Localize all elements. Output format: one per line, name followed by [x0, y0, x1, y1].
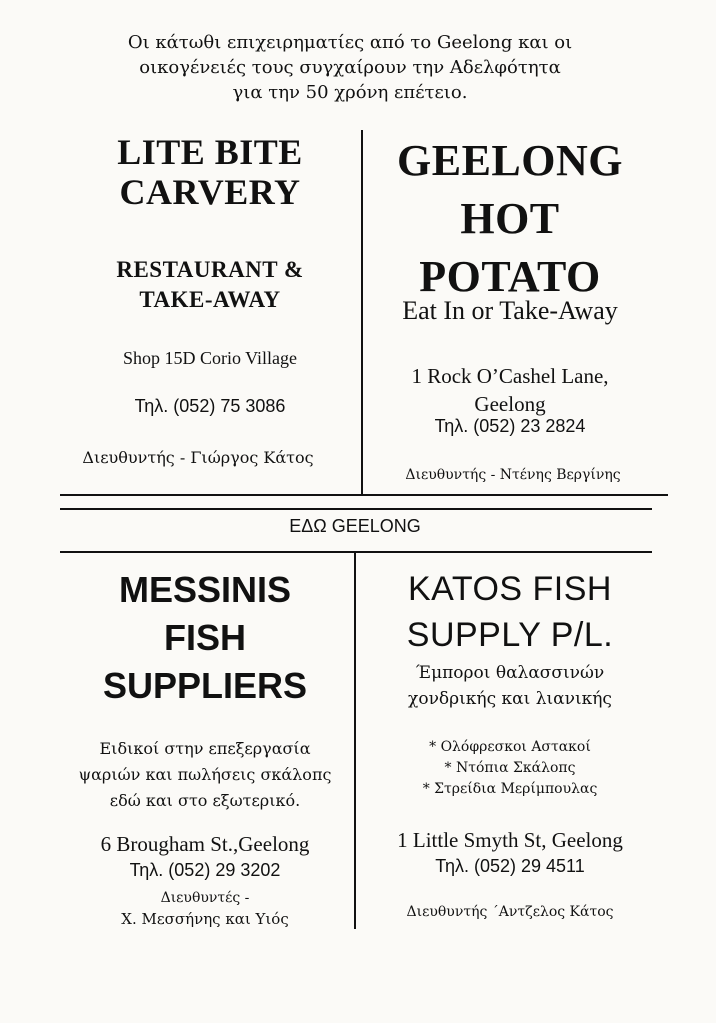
lite-bite-type-line-2: TAKE-AWAY — [139, 287, 281, 312]
messinis-name — [60, 566, 350, 710]
katos-desc-line-2: χονδρικής και λιανικής — [408, 689, 612, 709]
geelong-divider-label: ΕΔΩ GEELONG — [289, 516, 421, 536]
messinis-phone: Τηλ. (052) 29 3202 — [129, 860, 281, 880]
label-lower-rule — [60, 551, 652, 553]
lite-bite-phone: Τηλ. (052) 75 3086 — [134, 396, 286, 416]
lite-bite-name-line-2: CARVERY — [119, 172, 301, 212]
messinis-desc-line-1: Ειδικοί στην επεξεργασία — [99, 739, 311, 758]
lite-bite-director: Διευθυντής - Γιώργος Κάτος — [82, 448, 314, 467]
hot-potato-name — [365, 132, 655, 306]
hot-potato-tagline: Eat In or Take-Away — [402, 296, 618, 325]
hot-potato-address-line-2: Geelong — [474, 392, 546, 416]
messinis-director-names: Χ. Μεσσήνης και Υιός — [121, 910, 289, 928]
top-vertical-divider — [361, 130, 363, 494]
hot-potato-name-line-3: POTATO — [419, 252, 601, 301]
hot-potato-phone: Τηλ. (052) 23 2824 — [434, 416, 586, 436]
katos-product-item: * Στρείδια Μερίμπουλας — [422, 781, 598, 797]
intro-line-2: οικογένειές τους συγχαίρουν την Αδελφότητα — [139, 57, 561, 78]
intro-line-3: για την 50 χρόνη επέτειο. — [232, 82, 468, 103]
messinis-name-line-1: MESSINIS — [118, 569, 292, 610]
katos-director: Διευθυντής ΄Αντζελος Κάτος — [406, 904, 614, 920]
messinis-directors — [60, 888, 350, 930]
hot-potato-director: Διευθυντής - Ντένης Βεργίνης — [405, 467, 621, 483]
katos-description — [365, 660, 655, 712]
hot-potato-name-line-2: HOT — [460, 194, 560, 243]
hot-potato-name-line-1: GEELONG — [397, 136, 623, 185]
katos-products — [365, 737, 655, 800]
katos-name-line-2: SUPPLY P/L. — [406, 616, 614, 654]
top-horizontal-divider — [60, 494, 668, 496]
messinis-director-label: Διευθυντές - — [160, 890, 250, 906]
hot-potato-address — [365, 362, 655, 418]
katos-product-item: * Ντόπια Σκάλοπς — [444, 760, 576, 776]
intro-line-1: Οι κάτωθι επιχειρηματίες από το Geelong και οι — [127, 32, 573, 53]
messinis-name-line-3: SUPPLIERS — [102, 665, 308, 706]
intro-text — [40, 30, 660, 105]
hot-potato-address-line-1: 1 Rock O’Cashel Lane, — [411, 364, 609, 388]
katos-address: 1 Little Smyth St, Geelong — [397, 828, 623, 852]
messinis-desc-line-2: ψαριών και πωλήσεις σκάλοπς — [78, 765, 332, 784]
messinis-name-line-2: FISH — [163, 617, 246, 658]
label-upper-rule — [60, 508, 652, 510]
lite-bite-address: Shop 15D Corio Village — [122, 348, 298, 368]
katos-name — [365, 566, 655, 658]
katos-desc-line-1: Έμποροι θαλασσινών — [415, 663, 605, 683]
katos-name-line-1: KATOS FISH — [407, 570, 612, 608]
messinis-description — [55, 736, 355, 814]
lite-bite-type — [60, 255, 360, 315]
katos-product-item: * Ολόφρεσκοι Αστακοί — [429, 739, 591, 755]
lite-bite-name — [60, 132, 360, 212]
messinis-address: 6 Brougham St.,Geelong — [100, 832, 310, 856]
messinis-desc-line-3: εδώ και στο εξωτερικό. — [109, 791, 301, 810]
lite-bite-type-line-1: RESTAURANT & — [116, 257, 304, 282]
katos-phone: Τηλ. (052) 29 4511 — [435, 856, 585, 876]
lite-bite-name-line-1: LITE BITE — [117, 132, 303, 172]
